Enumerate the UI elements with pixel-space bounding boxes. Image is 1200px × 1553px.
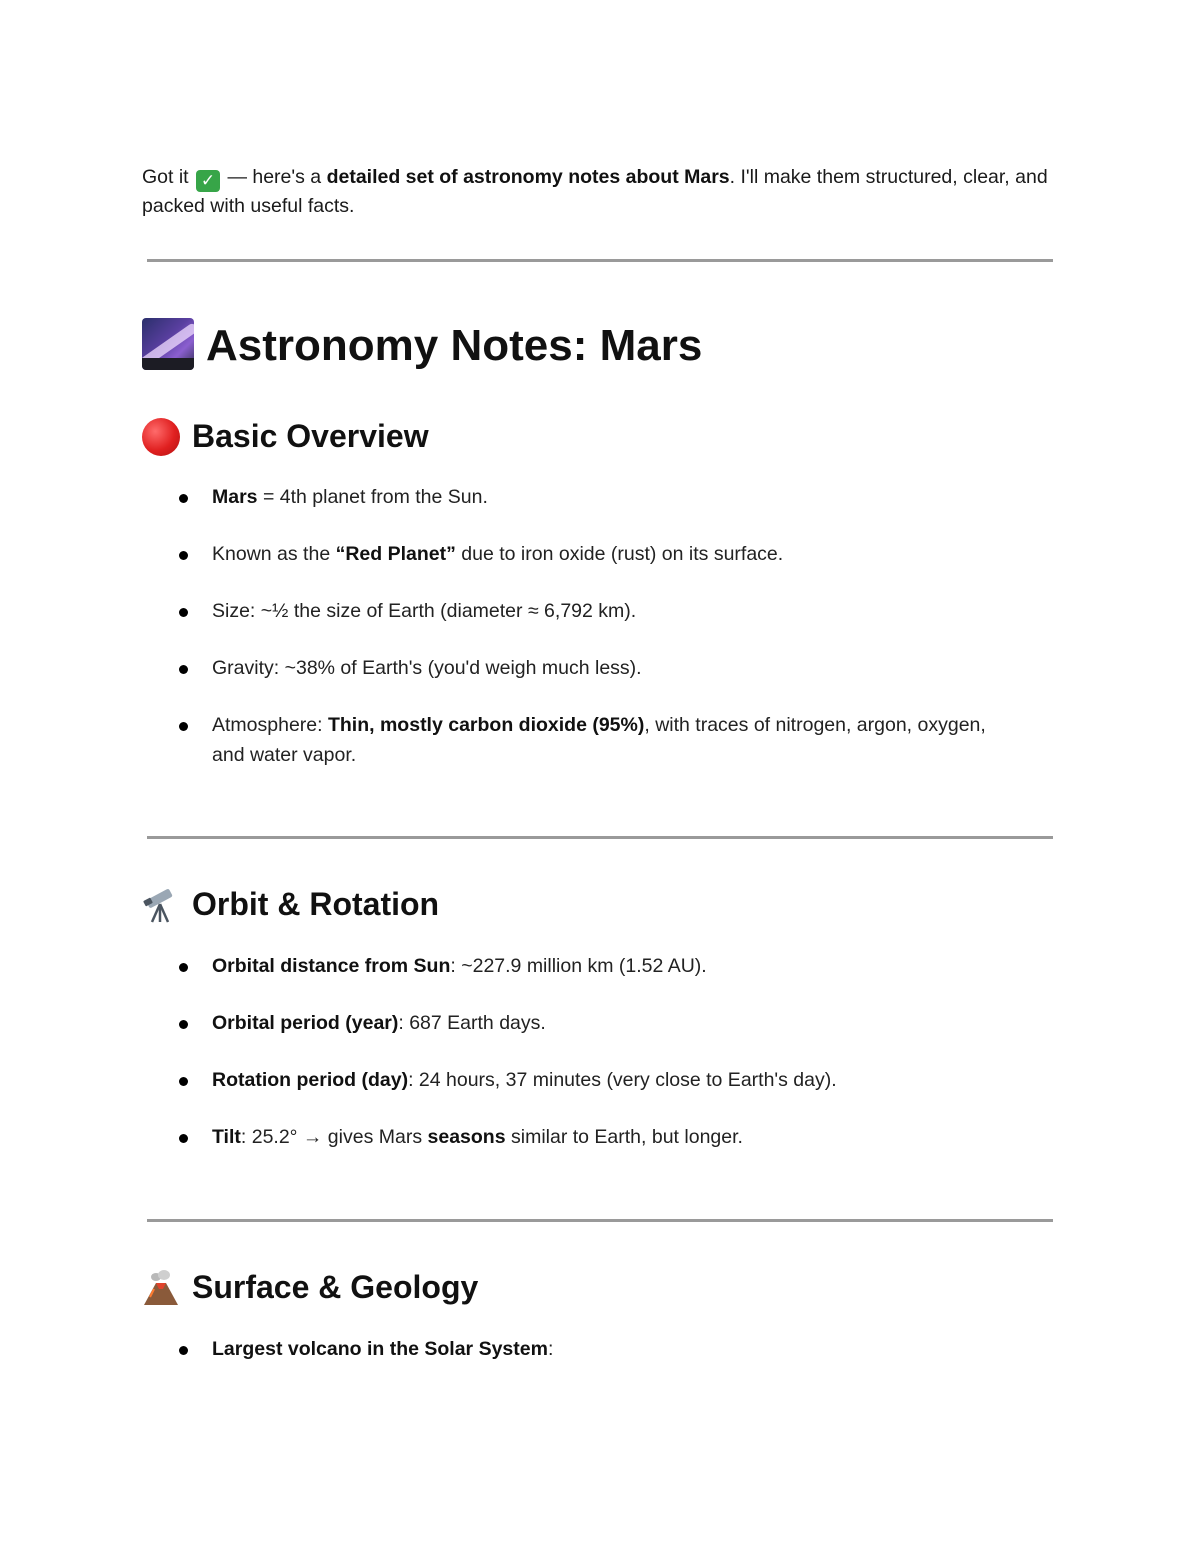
item-text: : 687 Earth days.: [398, 1012, 546, 1034]
list-item: [142, 1334, 1054, 1364]
list-item: [142, 1008, 1054, 1038]
list-item: [142, 539, 1054, 569]
surface-list: [142, 1334, 1054, 1391]
list-item: [142, 1122, 1054, 1152]
list-item: [142, 951, 1054, 981]
item-text: : 24 hours, 37 minutes (very close to Earth's day).: [408, 1069, 837, 1091]
section-heading-text: Orbit & Rotation: [192, 886, 440, 922]
item-text: = 4th planet from the Sun.: [257, 486, 488, 508]
item-bold: Largest volcano in the Solar System: [212, 1338, 548, 1360]
telescope-icon: [142, 886, 180, 924]
item-text: , with traces of nitrogen, argon, oxygen, and water vapor.: [212, 714, 986, 766]
volcano-icon: [142, 1269, 180, 1307]
item-text: due to iron oxide (rust) on its surface.: [455, 543, 784, 565]
item-bold: Thin, mostly carbon dioxide (95%): [327, 714, 645, 736]
item-bold-2: seasons: [427, 1126, 506, 1148]
overview-list: [142, 482, 1054, 797]
list-item: [142, 1065, 1054, 1095]
list-item: [142, 596, 1054, 626]
item-text: :: [547, 1338, 554, 1360]
intro-dash-text: — here's a: [222, 166, 327, 188]
list-item: [142, 482, 1054, 512]
section-heading-surface: [142, 1267, 478, 1309]
list-item: [142, 710, 1054, 770]
page-title-text: Astronomy Notes: Mars: [206, 321, 703, 370]
item-bold: Rotation period (day): [212, 1069, 409, 1091]
item-text: Gravity: ~38% of Earth's (you'd weigh much less).: [212, 657, 642, 679]
milky-way-icon: [142, 318, 194, 370]
item-pre: Atmosphere:: [212, 714, 328, 736]
section-heading-orbit: [142, 884, 439, 926]
intro-bold: detailed set of astronomy notes about Mars: [326, 166, 730, 188]
divider: [147, 259, 1053, 262]
item-bold: Mars: [212, 486, 258, 508]
page-title: [142, 318, 702, 374]
intro-paragraph: [142, 163, 1054, 220]
item-bold: Orbital period (year): [212, 1012, 399, 1034]
divider: [147, 1219, 1053, 1222]
item-text: : 25.2° → gives Mars: [240, 1126, 428, 1148]
item-bold: Orbital distance from Sun: [212, 955, 451, 977]
divider: [147, 836, 1053, 839]
section-heading-overview: [142, 416, 429, 458]
item-text-2: similar to Earth, but longer.: [505, 1126, 743, 1148]
item-bold: Tilt: [212, 1126, 241, 1148]
section-heading-text: Surface & Geology: [192, 1269, 479, 1305]
orbit-list: [142, 951, 1054, 1179]
intro-prefix: Got it: [142, 166, 189, 188]
item-text: : ~227.9 million km (1.52 AU).: [450, 955, 707, 977]
check-mark-icon: ✓: [196, 170, 220, 192]
item-bold: “Red Planet”: [335, 543, 456, 565]
item-pre: Known as the: [212, 543, 336, 565]
item-text: Size: ~½ the size of Earth (diameter ≈ 6,792 km).: [212, 600, 637, 622]
intro-suffix: . I'll make them structured, clear, and packed with useful facts.: [142, 166, 1048, 217]
red-circle-icon: [142, 418, 180, 456]
section-heading-text: Basic Overview: [192, 418, 429, 454]
list-item: [142, 653, 1054, 683]
